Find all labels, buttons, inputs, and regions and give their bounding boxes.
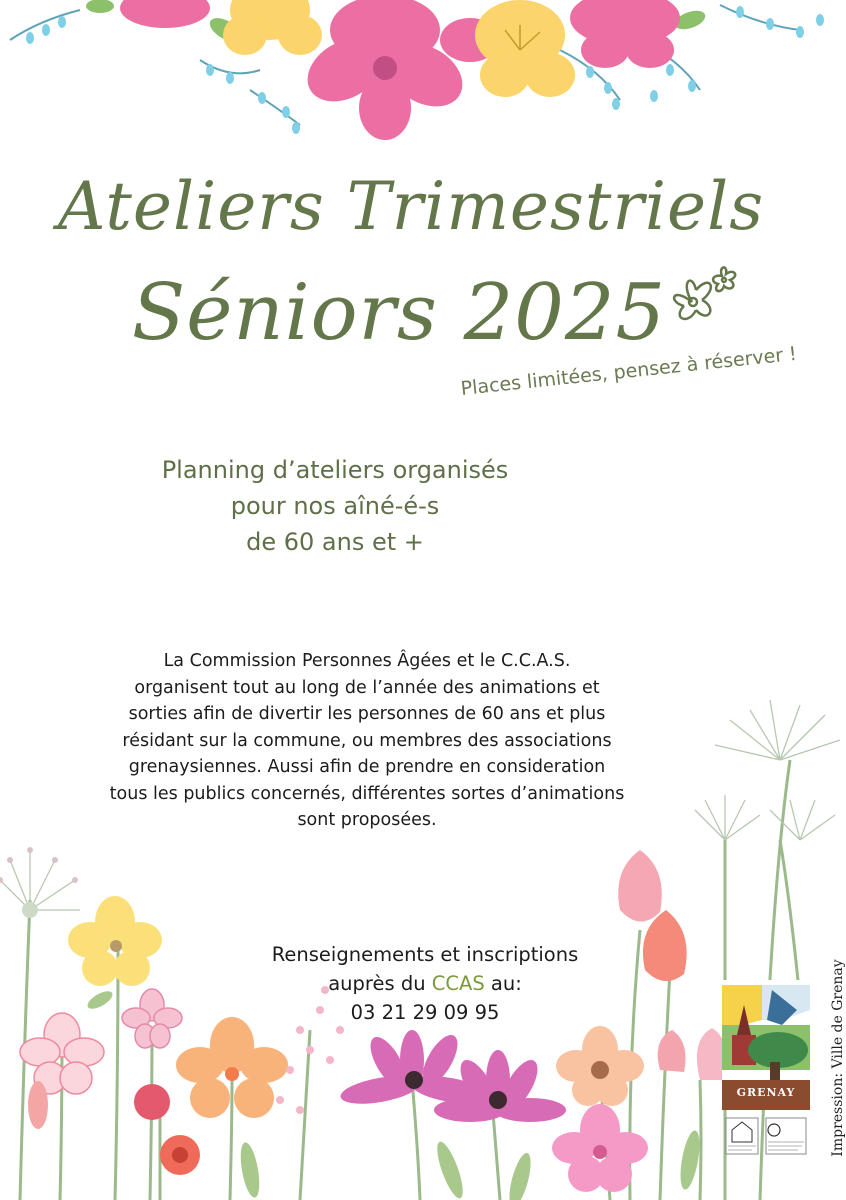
description-line: sorties afin de divertir les personnes de 60 ans et plus bbox=[128, 704, 606, 724]
grenay-logo bbox=[722, 980, 810, 1160]
description-line: résidant sur la commune, ou membres des associations bbox=[122, 730, 612, 751]
title-line-2: Séniors 2025 bbox=[131, 268, 667, 358]
description-line: organisent tout au long de l’année des animations et bbox=[134, 677, 600, 698]
flower-outline-icon bbox=[662, 262, 748, 338]
print-credit: Impression: Ville de Grenay bbox=[830, 959, 846, 1157]
places-limited-note: Places limitées, pensez à réserver ! bbox=[459, 342, 798, 400]
contact-block bbox=[200, 940, 650, 1027]
contact-line-2 bbox=[200, 969, 650, 998]
contact-line-2-end: au: bbox=[484, 972, 522, 995]
ccas-label: CCAS bbox=[431, 972, 485, 995]
description-line: tous les publics concernés, différentes sortes d’animations bbox=[109, 783, 625, 804]
subtitle-line-2: pour nos aîné-é-s bbox=[230, 492, 440, 520]
subtitle bbox=[120, 452, 550, 560]
subtitle-line-3: de 60 ans et + bbox=[246, 528, 424, 556]
top-flowers-illustration bbox=[0, 0, 846, 150]
contact-line-1: Renseignements et inscriptions bbox=[271, 943, 579, 966]
description-line: La Commission Personnes Âgées et le C.C.A.S. bbox=[163, 651, 571, 671]
subtitle-line-1: Planning d’ateliers organisés bbox=[161, 456, 509, 484]
description-line: sont proposées. bbox=[297, 810, 437, 830]
phone-number[interactable]: 03 21 29 09 95 bbox=[350, 1001, 500, 1024]
logo-town-name: GRENAY bbox=[736, 1086, 796, 1099]
description-line: grenaysiennes. Aussi afin de prendre en consideration bbox=[128, 757, 606, 777]
title-line-1: Ateliers Trimestriels bbox=[57, 168, 765, 245]
contact-line-2-text: auprès du bbox=[328, 972, 432, 995]
